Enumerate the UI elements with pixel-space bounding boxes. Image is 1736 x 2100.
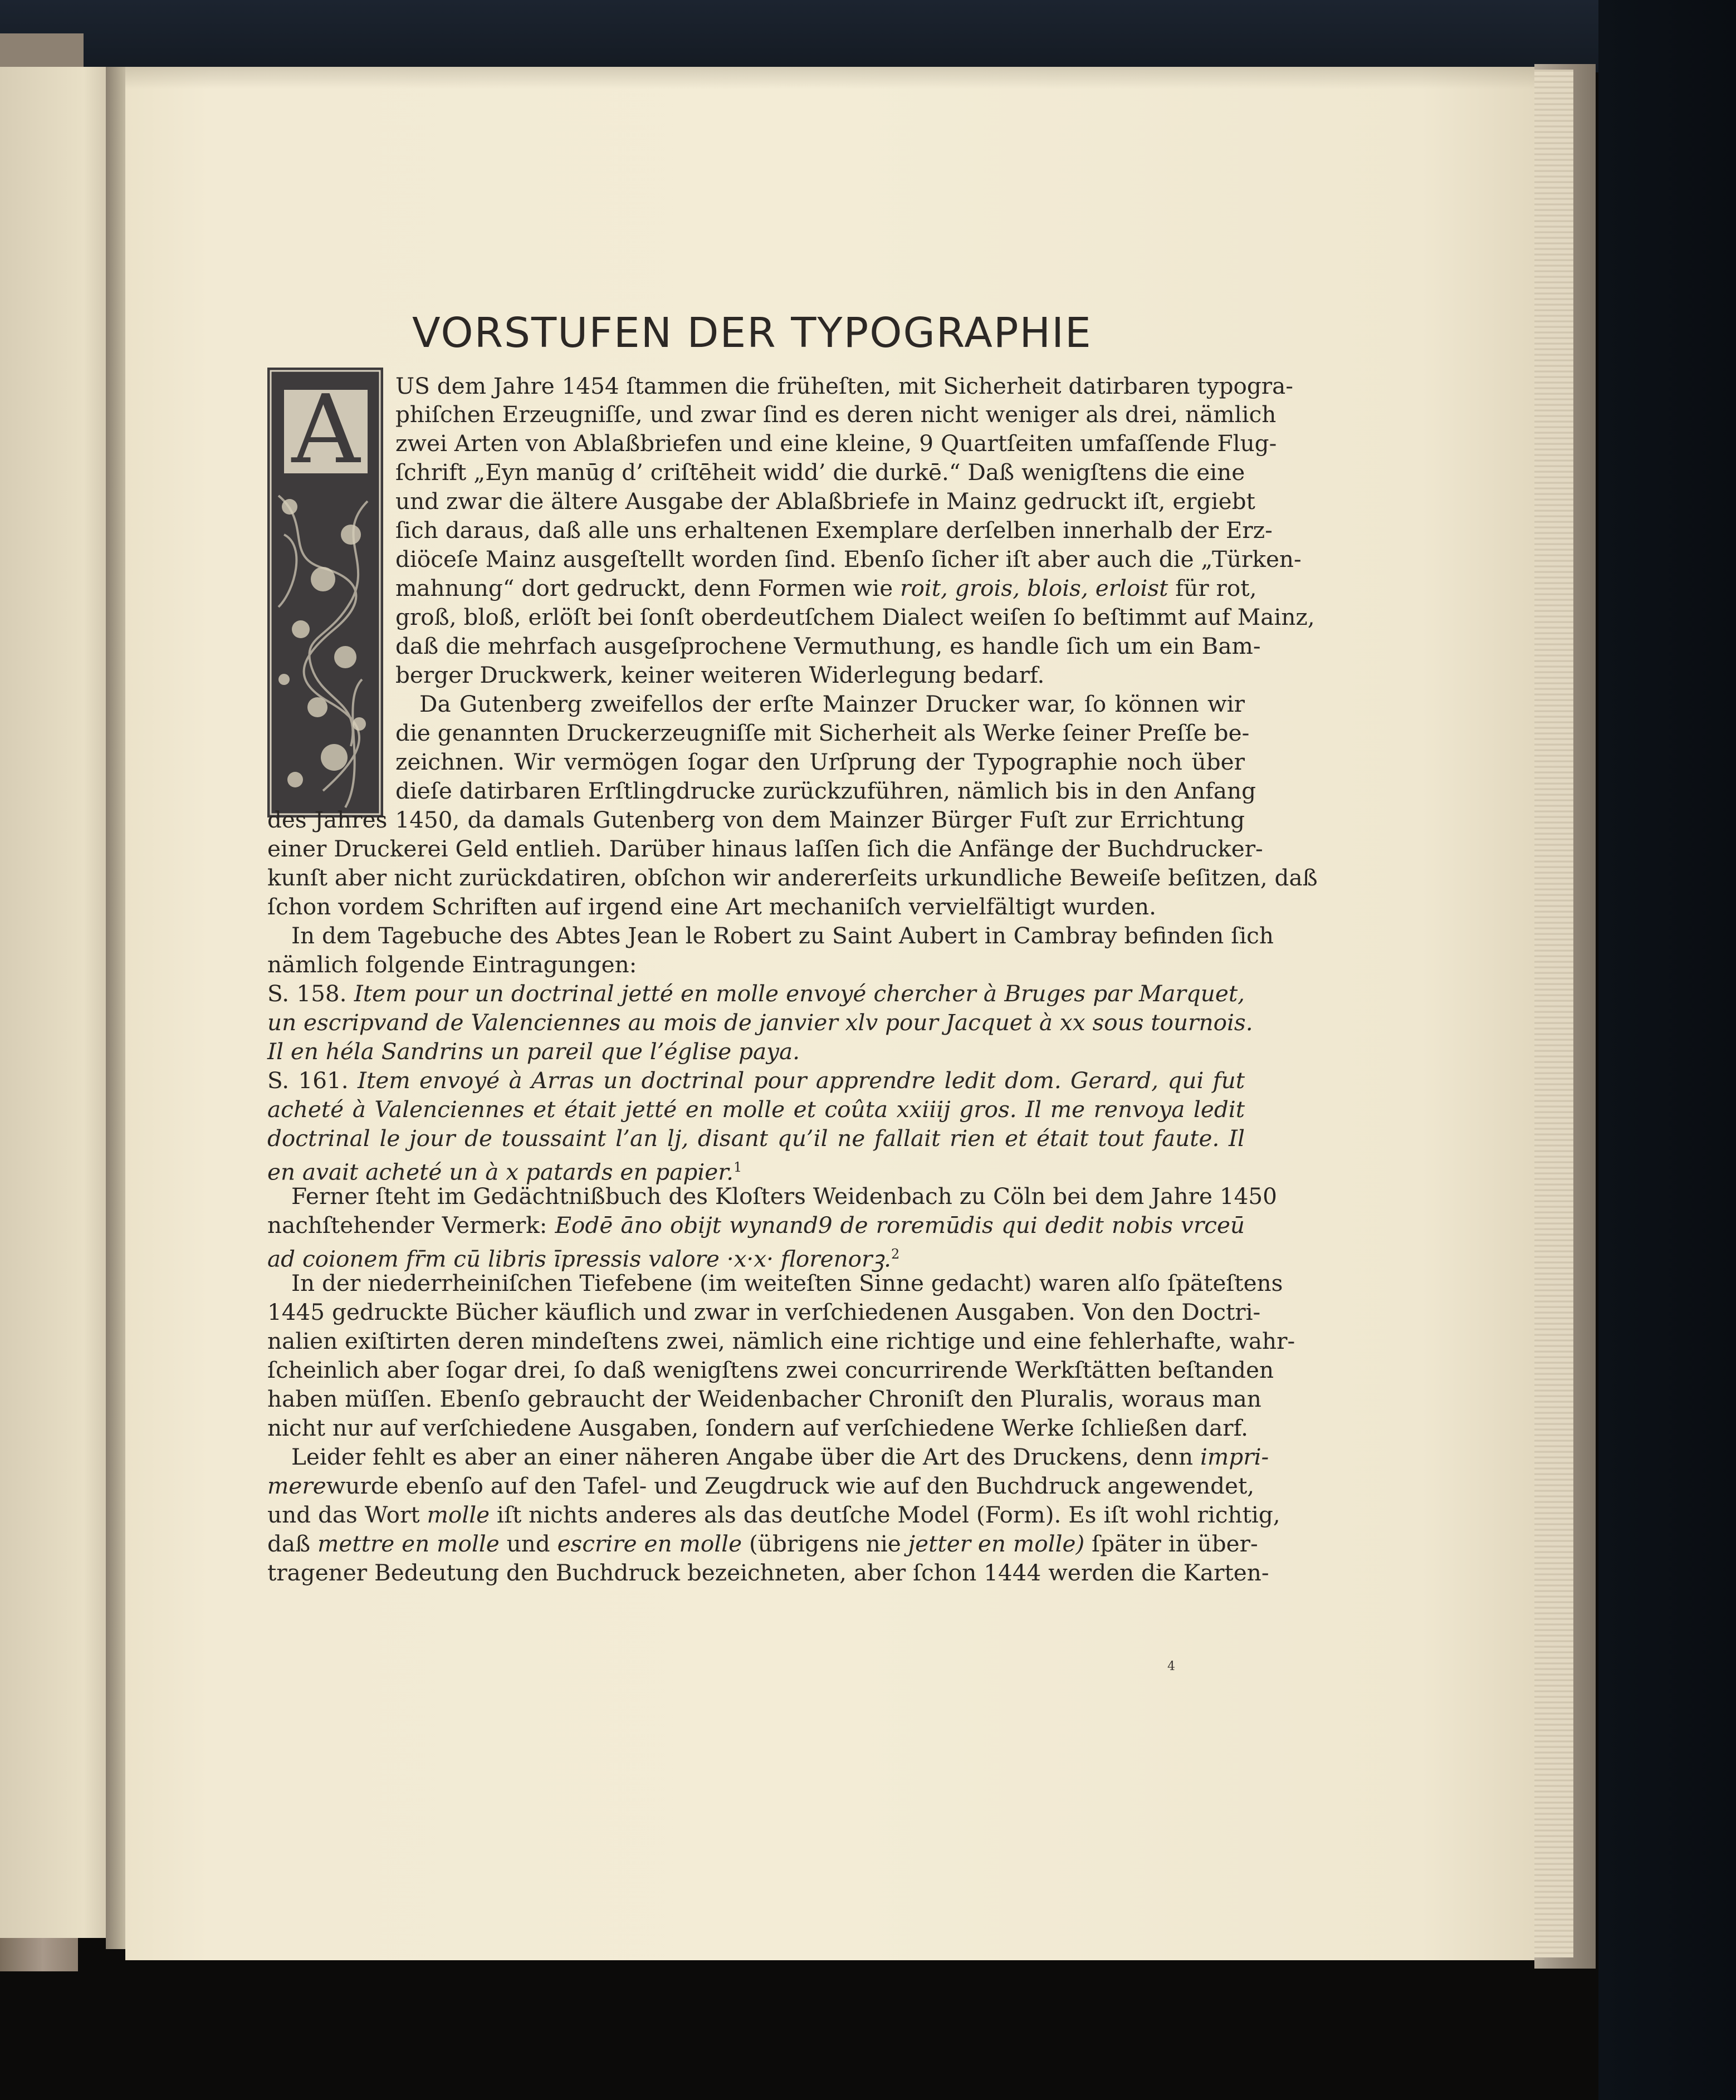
text-line: ſich daraus, daß alle uns erhaltenen Exemplare derſelben innerhalb der Erz- (395, 517, 1273, 544)
text-line (267, 1211, 1245, 1240)
page-title: VORSTUFEN DER TYPOGRAPHIE (412, 309, 1092, 357)
italic-segment: Item pour un doctrinal jetté en molle envoyé chercher à Bruges par Marquet, (354, 980, 1245, 1007)
text-segment: ſpäter in über- (1084, 1530, 1258, 1557)
text-line: US dem Jahre 1454 ſtammen die früheſten, mit Sicherheit datirbaren typogra- (395, 373, 1293, 399)
text-line (395, 574, 1257, 603)
italic-segment: mettre en molle (317, 1530, 500, 1557)
italic-segment: ad coionem fr̄m cū libris īpressis valore ·x·x· florenorꝫ. (267, 1245, 891, 1272)
text-line: tragener Bedeutung den Buchdruck bezeichneten, aber ſchon 1444 werden die Karten- (267, 1559, 1269, 1586)
text-line: nämlich folgende Eintragungen: (267, 951, 637, 978)
decorated-initial (267, 368, 383, 818)
text-segment: und (499, 1530, 558, 1557)
text-segment: iſt nichts anderes als das deutſche Model (Form). Es iſt wohl richtig, (490, 1501, 1280, 1528)
text-line: acheté à Valenciennes et était jetté en molle et coûta xxiiij gros. Il me renvoya ledit (267, 1096, 1245, 1123)
italic-segment: mere (267, 1472, 326, 1499)
text-line (267, 1066, 1245, 1095)
text-line: einer Druckerei Geld entlieh. Darüber hinaus laſſen ſich die Anfänge der Buchdrucker- (267, 835, 1263, 862)
text-segment: S. 161. (267, 1067, 358, 1094)
text-line (267, 1501, 1280, 1530)
italic-segment: roit, grois, blois, erloist (900, 575, 1168, 601)
text-line (267, 980, 1245, 1009)
italic-segment: en avait acheté un à x patards en papier. (267, 1158, 734, 1186)
italic-segment: molle (427, 1501, 490, 1528)
italic-segment: jetter en molle) (908, 1530, 1085, 1557)
left-page (0, 67, 120, 1938)
text-segment: Leider fehlt es aber an einer näheren Angabe über die Art des Druckens, denn (291, 1443, 1200, 1470)
text-line: ſchrift „Eyn manūg d’ criſtēheit widd’ die durkē.“ Daß wenigſtens die eine (395, 459, 1245, 486)
text-line: Ferner ſteht im Gedächtnißbuch des Kloſters Weidenbach zu Cöln bei dem Jahre 1450 (291, 1183, 1277, 1210)
text-segment: für rot, (1168, 575, 1257, 601)
text-line: nalien exiſtirten deren mindeſtens zwei, nämlich eine richtige und eine fehlerhafte, wahr- (267, 1328, 1295, 1354)
backdrop (0, 0, 1736, 72)
italic-segment: Item envoyé à Arras un doctrinal pour apprendre ledit dom. Gerard, qui fut (358, 1067, 1245, 1094)
text-line: und zwar die ältere Ausgabe der Ablaßbriefe in Mainz gedruckt iſt, ergiebt (395, 488, 1255, 515)
text-line: kunſt aber nicht zurückdatiren, obſchon wir andererſeits urkundliche Beweiſe beſitzen, daß (267, 864, 1318, 891)
initial-letter: A (291, 375, 360, 485)
text-line (291, 1443, 1269, 1472)
page-folio: 4 (1167, 1660, 1175, 1673)
text-line: des Jahres 1450, da damals Gutenberg von dem Mainzer Bürger Fuſt zur Errichtung (267, 806, 1245, 833)
text-line: zeichnen. Wir vermögen ſogar den Urſprung der Typographie noch über (395, 748, 1245, 775)
text-segment: daß (267, 1530, 317, 1557)
text-line: zwei Arten von Ablaßbriefen und eine kleine, 9 Quartſeiten umfaſſende Flug- (395, 430, 1277, 457)
text-line (267, 1530, 1258, 1559)
text-line: die genannten Druckerzeugniſſe mit Sicherheit als Werke ſeiner Preſſe be- (395, 719, 1250, 746)
text-line (267, 1472, 1255, 1501)
text-segment: (übrigens nie (742, 1530, 908, 1557)
text-line: dieſe datirbaren Erſtlingdrucke zurückzuführen, nämlich bis in den Anfang (395, 777, 1256, 804)
text-line: In der niederrheiniſchen Tiefebene (im weiteſten Sinne gedacht) waren alſo ſpäteſtens (291, 1270, 1283, 1296)
italic-segment: escrire en molle (557, 1530, 742, 1557)
text-line: nicht nur auf verſchiedene Ausgaben, ſondern auf verſchiedene Werke ſchließen darf. (267, 1414, 1249, 1441)
text-line: diöceſe Mainz ausgeſtellt worden ſind. Ebenſo ſicher iſt aber auch die „Türken- (395, 546, 1302, 572)
text-segment: nachſtehender Vermerk: (267, 1212, 555, 1239)
text-segment: wurde ebenſo auf den Tafel- und Zeugdruck wie auf den Buchdruck angewendet, (326, 1472, 1255, 1499)
italic-segment: impri- (1200, 1443, 1269, 1470)
text-line: un escripvand de Valenciennes au mois de janvier xlv pour Jacquet à xx sous tournois. (267, 1009, 1253, 1036)
text-line: doctrinal le jour de toussaint l’an lj, disant qu’il ne fallait rien et était tout faute. Il (267, 1125, 1245, 1152)
text-line: haben müſſen. Ebenſo gebraucht der Weidenbacher Chroniſt den Pluralis, woraus man (267, 1386, 1261, 1412)
text-line: Da Gutenberg zweifellos der erſte Mainzer Drucker war, ſo können wir (419, 691, 1245, 717)
text-line: groß, bloß, erlöſt bei ſonſt oberdeutſchem Dialect weiſen ſo beſtimmt auf Mainz, (395, 604, 1315, 630)
text-line: daß die mehrfach ausgeſprochene Vermuthung, es handle ſich um ein Bam- (395, 633, 1261, 659)
footnote-marker: 2 (891, 1246, 900, 1262)
text-line: In dem Tagebuche des Abtes Jean le Robert zu Saint Aubert in Cambray befinden ſich (291, 922, 1274, 949)
text-segment: S. 158. (267, 980, 354, 1007)
italic-segment: Eodē āno obijt wynand9 de roremūdis qui dedit nobis vrceū (555, 1212, 1245, 1239)
text-line: 1445 gedruckte Bücher käuflich und zwar in verſchiedenen Ausgaben. Von den Doctri- (267, 1299, 1261, 1325)
text-segment: und das Wort (267, 1501, 427, 1528)
text-line: ſcheinlich aber ſogar drei, ſo daß wenigſtens zwei concurrirende Werkſtätten beſtanden (267, 1357, 1274, 1383)
text-line: Il en héla Sandrins un pareil que l’église paya. (267, 1038, 800, 1065)
text-segment: mahnung“ dort gedruckt, denn Formen wie (395, 575, 901, 601)
footnote-marker: 1 (733, 1159, 742, 1175)
ornament-initial-icon (267, 368, 383, 818)
page-shadow (125, 67, 1534, 89)
text-line: phiſchen Erzeugniſſe, und zwar ſind es deren nicht weniger als drei, nämlich (395, 401, 1277, 428)
backdrop-right (1598, 0, 1736, 2100)
text-line: berger Druckwerk, keiner weiteren Widerlegung bedarf. (395, 662, 1045, 688)
text-line: ſchon vordem Schriften auf irgend eine Art mechaniſch vervielfältigt wurden. (267, 893, 1156, 920)
